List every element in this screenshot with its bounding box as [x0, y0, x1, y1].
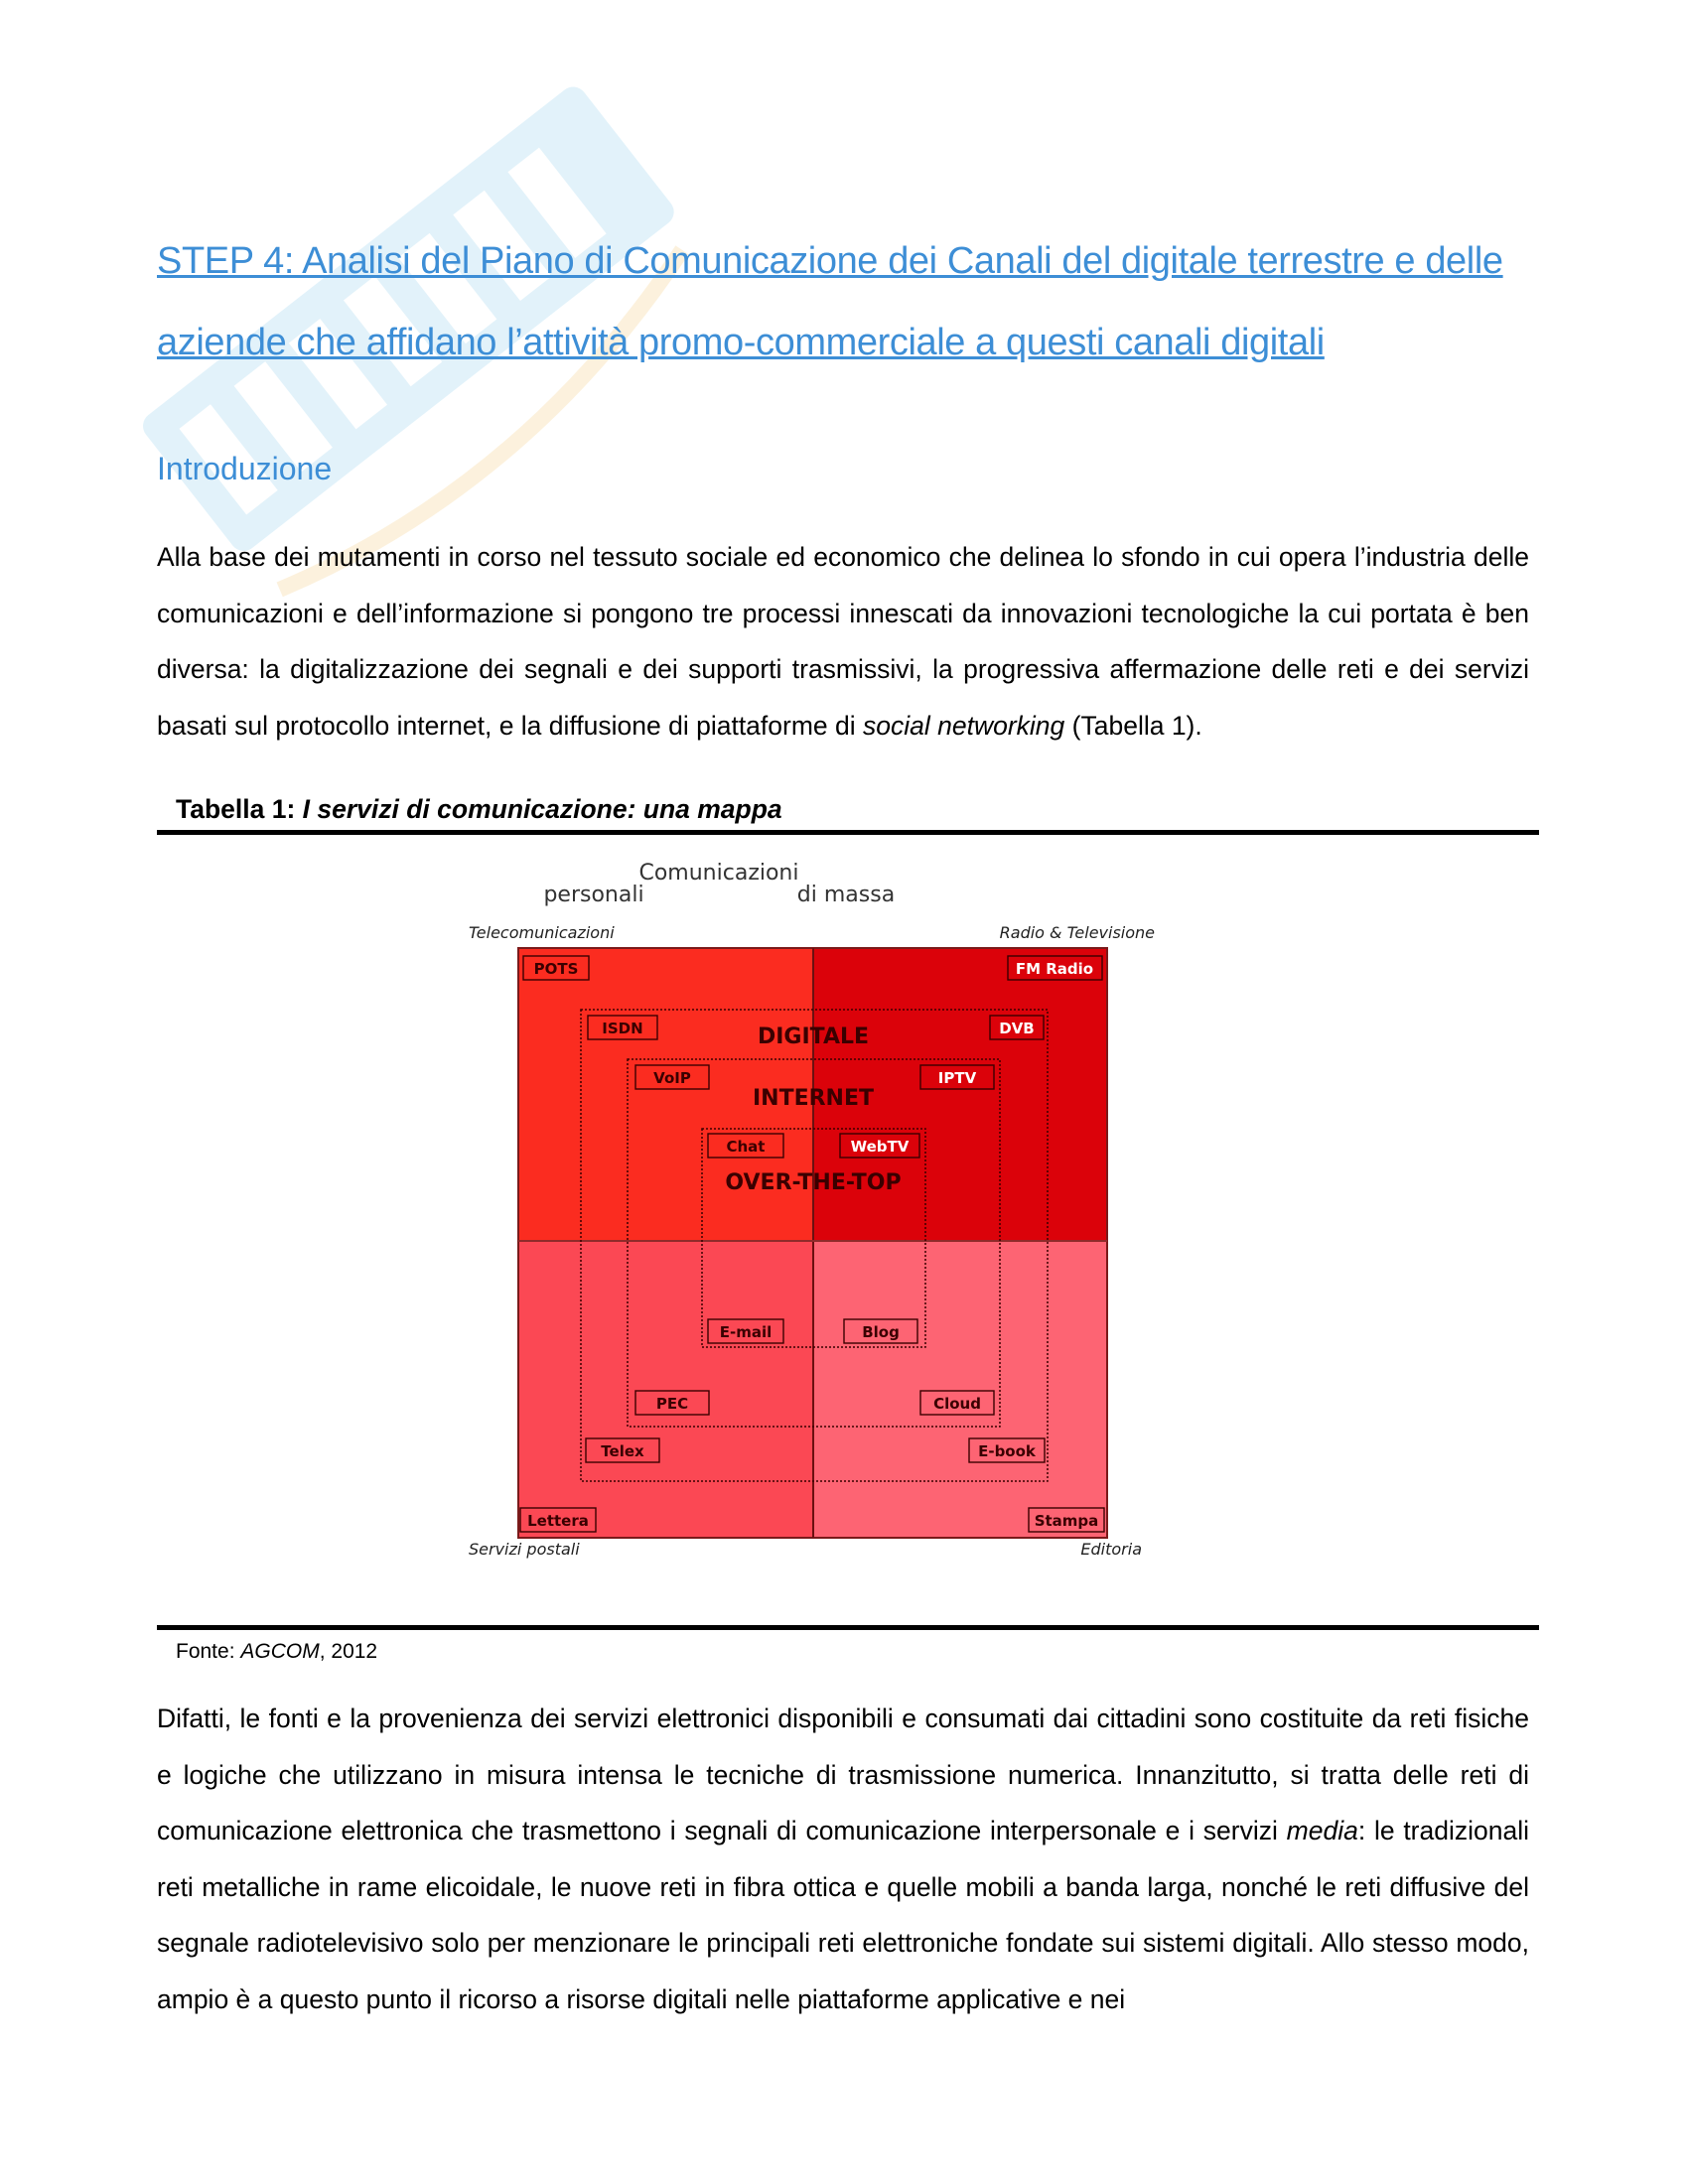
table-bottom-rule — [157, 1625, 1539, 1630]
header-left-label: personali — [543, 883, 644, 907]
source-name: AGCOM — [240, 1640, 320, 1663]
service-blog: Blog — [862, 1323, 900, 1341]
table-caption-title: I servizi di comunicazione: una mappa — [302, 794, 782, 824]
section-heading: Introduzione — [157, 451, 333, 486]
layer-label-internet: INTERNET — [752, 1086, 875, 1111]
quadrant-bottom-right — [813, 1241, 1107, 1538]
quadrant-bottom-left — [518, 1241, 813, 1538]
service-cloud: Cloud — [933, 1395, 981, 1413]
service-chat: Chat — [726, 1138, 766, 1156]
layer-label-digitale: DIGITALE — [757, 1024, 870, 1049]
intro-emphasis: social networking — [863, 710, 1065, 741]
service-lettera: Lettera — [527, 1512, 589, 1530]
figure-source — [176, 1640, 377, 1664]
page-title: STEP 4: Analisi del Piano di Comunicazione dei Canali del digitale terrestre e delle aziende che affidano l’attività promo-commerciale a questi canali digitali — [157, 240, 1503, 363]
source-prefix: Fonte: — [176, 1640, 241, 1663]
service-stampa: Stampa — [1034, 1512, 1099, 1530]
service-dvb: DVB — [999, 1020, 1035, 1037]
service-pec: PEC — [655, 1395, 689, 1413]
service-pots: POTS — [533, 960, 579, 978]
table-caption — [176, 794, 782, 825]
second-paragraph-part2: : le tradizionali reti metalliche in rame elicoidale, le nuove reti in fibra ottica e quelle mobili a banda larga, nonché le reti diffusive del segnale radiotelevisivo solo per menzionare le principali reti elettroniche fondate sui sistemi digitali. Allo stesso modo, ampio è a questo punto il ricorso a risorse digitali nelle piattaforme applicative e nei — [157, 1816, 1529, 2014]
service-webtv: WebTV — [850, 1138, 910, 1156]
source-year: , 2012 — [319, 1640, 378, 1663]
corner-label-bottom-left: Servizi postali — [469, 1540, 580, 1559]
intro-text-after: (Tabella 1). — [1064, 710, 1202, 741]
intro-paragraph — [157, 529, 1529, 753]
service-voip: VoIP — [653, 1069, 691, 1087]
service-iptv: IPTV — [937, 1069, 977, 1087]
corner-label-bottom-right: Editoria — [1080, 1540, 1142, 1559]
communication-services-map — [457, 849, 1172, 1578]
second-paragraph-part1: Difatti, le fonti e la provenienza dei servizi elettronici disponibili e consumati dai cittadini sono costituite da reti fisiche e logiche che utilizzano in misura intensa le tecniche di trasmissione numerica. Innanzitutto, si tratta delle reti di comunicazione elettronica che trasmettono i segnali di comunicazione interpersonale e i servizi — [157, 1704, 1529, 1845]
header-center-label: Comunicazioni — [638, 861, 799, 886]
second-paragraph-emphasis: media — [1286, 1816, 1358, 1845]
service-isdn: ISDN — [602, 1020, 643, 1037]
second-paragraph — [157, 1691, 1529, 2027]
service-fm-radio: FM Radio — [1015, 960, 1094, 978]
header-right-label: di massa — [796, 883, 896, 907]
layer-label-over-the-top: OVER-THE-TOP — [725, 1170, 902, 1195]
intro-text-before: Alla base dei mutamenti in corso nel tessuto sociale ed economico che delinea lo sfondo in cui opera l’industria delle comunicazioni e dell’informazione si pongono tre processi innescati da innovazioni tecnologiche la cui portata è ben diversa: la digitalizzazione dei segnali e dei supporti trasmissivi, la progressiva affermazione delle reti e dei servizi basati sul protocollo internet, e la diffusione di piattaforme di — [157, 542, 1529, 741]
service-email: E-mail — [719, 1323, 773, 1341]
corner-label-top-left: Telecomunicazioni — [469, 923, 615, 942]
corner-label-top-right: Radio & Televisione — [999, 923, 1155, 942]
table-caption-label: Tabella 1: — [176, 794, 296, 824]
service-ebook: E-book — [978, 1442, 1036, 1460]
table-top-rule — [157, 830, 1539, 835]
service-telex: Telex — [601, 1442, 644, 1460]
